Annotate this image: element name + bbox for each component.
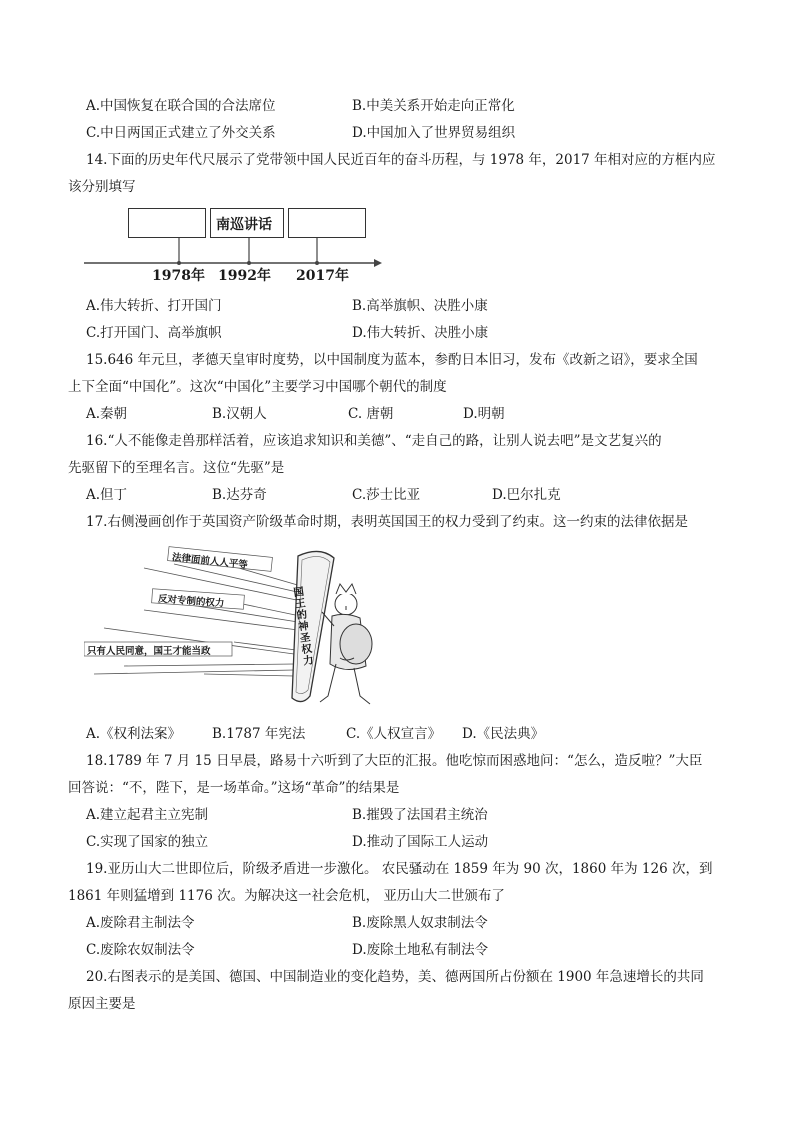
q17-option-a: A.《权利法案》 — [86, 726, 182, 742]
timeline-year-1978: 1978年 — [152, 268, 205, 284]
q15-option-b: B.汉朝人 — [212, 406, 267, 422]
q17-cartoon — [84, 546, 384, 718]
q13-option-a: A.中国恢复在联合国的合法席位 — [86, 98, 276, 114]
q13-option-d: D.中国加入了世界贸易组织 — [352, 125, 516, 141]
q14-stem: 14.下面的历史年代尺展示了党带领中国人民近百年的奋斗历程，与 1978 年，2017 年相对应的方框内应 — [86, 152, 716, 168]
q19-option-b: B.废除黑人奴隶制法令 — [352, 915, 488, 931]
q16-stem-cont: 先驱留下的至理名言。这位“先驱”是 — [68, 460, 285, 476]
q14-option-c: C.打开国门、高举旗帜 — [86, 325, 222, 341]
timeline-year-1992: 1992年 — [218, 268, 271, 284]
q13-option-c: C.中日两国正式建立了外交关系 — [86, 125, 276, 141]
q18-option-c: C.实现了国家的独立 — [86, 834, 209, 850]
q19-option-a: A.废除君主制法令 — [86, 915, 195, 931]
timeline-year-2017: 2017年 — [296, 268, 349, 284]
q19-stem: 19.亚历山大二世即位后，阶级矛盾进一步激化。 农民骚动在 1859 年为 90 次，1860 年为 126 次，到 — [86, 861, 713, 877]
q18-option-b: B.摧毁了法国君主统治 — [352, 807, 488, 823]
q17-option-d: D.《民法典》 — [462, 726, 545, 742]
q20-stem: 20.右图表示的是美国、德国、中国制造业的变化趋势，美、德两国所占份额在 1900 年急速增长的共同 — [86, 969, 704, 985]
q16-option-a: A.但丁 — [86, 487, 128, 503]
q18-stem: 18.1789 年 7 月 15 日早晨，路易十六听到了大臣的汇报。他吃惊而困惑地问：“怎么，造反啦？”大臣 — [86, 753, 703, 769]
q15-option-a: A.秦朝 — [86, 406, 128, 422]
q15-stem-cont: 上下全面“中国化”。这次“中国化”主要学习中国哪个朝代的制度 — [68, 379, 447, 395]
q15-stem: 15.646 年元旦，孝德天皇审时度势，以中国制度为蓝本，参酌日本旧习，发布《改新之诏》，要求全国 — [86, 352, 698, 368]
q15-option-c: C. 唐朝 — [348, 406, 394, 422]
q14-option-d: D.伟大转折、决胜小康 — [352, 325, 489, 341]
cartoon-drawing — [84, 546, 384, 718]
arrow-label-equality: 法律面前人人平等 — [171, 552, 249, 571]
timeline-box-2017 — [288, 208, 366, 238]
timeline-box-1978 — [128, 208, 206, 238]
q18-option-a: A.建立起君主立宪制 — [86, 807, 209, 823]
q17-option-c: C.《人权宣言》 — [346, 726, 442, 742]
q14-stem-cont: 该分别填写 — [68, 179, 136, 195]
q19-option-c: C.废除农奴制法令 — [86, 942, 195, 958]
q19-option-d: D.废除土地私有制法令 — [352, 942, 489, 958]
q14-option-a: A.伟大转折、打开国门 — [86, 298, 222, 314]
q16-stem: 16.“人不能像走兽那样活着，应该追求知识和美德”、“走自己的路，让别人说去吧”是文艺复兴的 — [86, 433, 662, 449]
arrow-label-anti-despotism: 反对专制的权力 — [157, 593, 225, 610]
q17-stem: 17.右侧漫画创作于英国资产阶级革命时期，表明英国国王的权力受到了约束。这一约束的法律依据是 — [86, 514, 688, 530]
q14-option-b: B.高举旗帜、决胜小康 — [352, 298, 488, 314]
q16-option-d: D.巴尔扎克 — [492, 487, 561, 503]
q20-stem-cont: 原因主要是 — [68, 996, 136, 1012]
shield-text: 国王的神圣权力 — [291, 585, 315, 668]
q17-option-b: B.1787 年宪法 — [212, 726, 306, 742]
timeline-figure — [84, 204, 384, 286]
q16-option-b: B.达芬奇 — [212, 487, 267, 503]
q16-option-c: C.莎士比亚 — [352, 487, 421, 503]
q19-stem-cont: 1861 年则猛增到 1176 次。为解决这一社会危机， 亚历山大二世颁布了 — [68, 888, 505, 904]
q18-option-d: D.推动了国际工人运动 — [352, 834, 489, 850]
q15-option-d: D.明朝 — [463, 406, 505, 422]
q13-option-b: B.中美关系开始走向正常化 — [352, 98, 515, 114]
timeline-box-1992-label: 南巡讲话 — [216, 217, 272, 233]
q18-stem-cont: 回答说：“不，陛下，是一场革命。”这场“革命”的结果是 — [68, 780, 400, 796]
arrow-label-people-consent: 只有人民同意，国王才能当政 — [87, 646, 211, 657]
